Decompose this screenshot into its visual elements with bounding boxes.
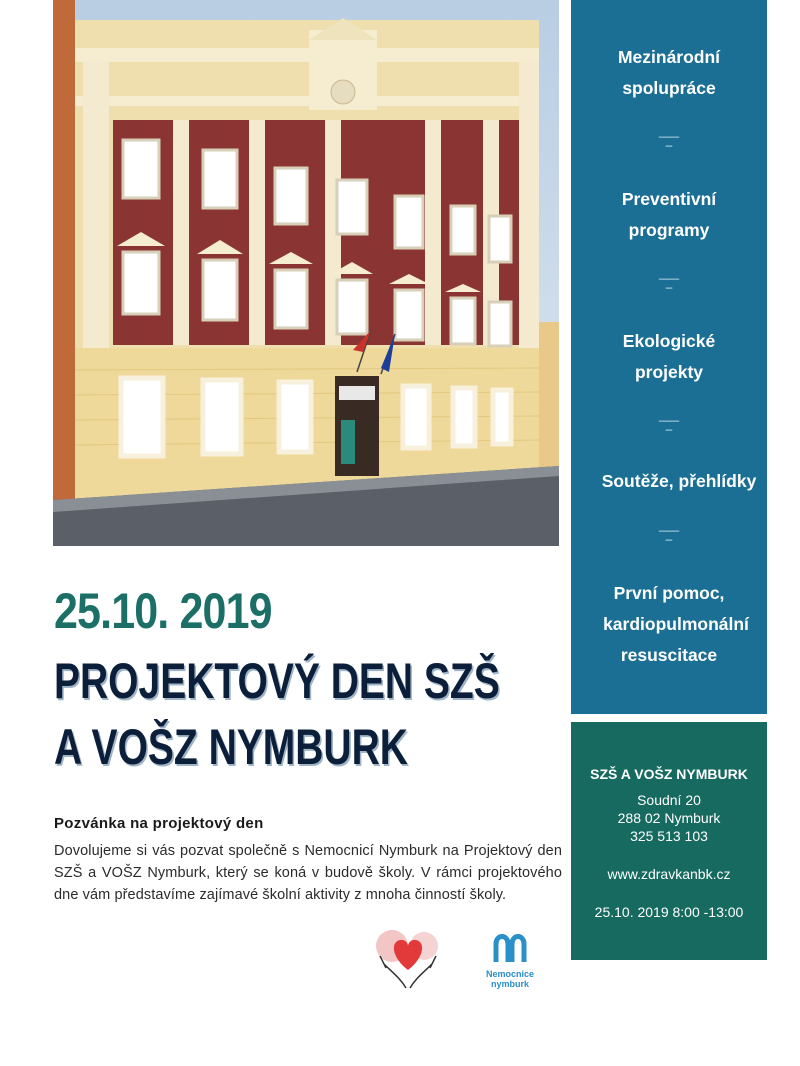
separator-dash: – bbox=[665, 280, 673, 294]
activity-line: spolupráce bbox=[622, 78, 716, 98]
separator bbox=[571, 408, 767, 436]
activity-line: resuscitace bbox=[620, 645, 718, 665]
activity-ecology bbox=[571, 326, 767, 388]
activity-line: programy bbox=[628, 220, 710, 240]
event-title-heading bbox=[54, 648, 522, 780]
event-date-heading: 25.10. 2019 bbox=[54, 583, 272, 639]
contact-web-link[interactable]: www.zdravkanbk.cz bbox=[607, 866, 731, 882]
partner-logo-line2: nymburk bbox=[490, 979, 529, 989]
separator-dash: – bbox=[665, 532, 673, 546]
title-line-1: PROJEKTOVÝ DEN SZŠ bbox=[54, 653, 500, 709]
hearts-hands-logo bbox=[362, 924, 452, 990]
separator-dash: – bbox=[665, 138, 673, 152]
contact-street: Soudní 20 bbox=[637, 792, 701, 808]
contact-event-datetime: 25.10. 2019 8:00 -13:00 bbox=[594, 904, 744, 920]
nemocnice-mark-icon bbox=[490, 930, 530, 964]
separator-line: ___ bbox=[658, 518, 680, 532]
activity-line: Mezinárodní bbox=[617, 47, 721, 67]
activity-line: Ekologické bbox=[622, 331, 716, 351]
activity-line: Preventivní bbox=[621, 189, 717, 209]
invitation-body: Dovolujeme si vás pozvat společně s Nemocnicí Nymburk na Projektový den SZŠ a VOŠZ Nymburk, který se koná v budově školy. V rámci projektového dne vám představíme zajímavé školní aktivity z mnoha činností školy. bbox=[54, 843, 562, 903]
separator bbox=[571, 124, 767, 152]
separator-line: ___ bbox=[658, 408, 680, 422]
invitation-subtitle: Pozvánka na projektový den bbox=[54, 815, 264, 832]
separator-dash: – bbox=[665, 422, 673, 436]
contact-phone: 325 513 103 bbox=[630, 828, 708, 844]
contact-city: 288 02 Nymburk bbox=[617, 810, 721, 826]
activity-line: projekty bbox=[634, 362, 704, 382]
activity-prevention bbox=[571, 184, 767, 246]
activity-line: kardiopulmonální bbox=[603, 614, 749, 634]
activity-first-aid bbox=[571, 578, 767, 671]
separator-line: ___ bbox=[658, 124, 680, 138]
partner-logo-line1: Nemocnice bbox=[485, 969, 535, 979]
school-building-photo bbox=[53, 0, 559, 546]
nemocnice-nymburk-logo bbox=[470, 930, 550, 990]
contact-school-name: SZŠ A VOŠZ NYMBURK bbox=[590, 766, 748, 782]
activity-competitions bbox=[581, 466, 767, 497]
separator-line: ___ bbox=[658, 266, 680, 280]
title-line-2: A VOŠZ NYMBURK bbox=[54, 719, 408, 775]
activity-international bbox=[571, 42, 767, 104]
activities-sidebar bbox=[571, 0, 767, 714]
separator bbox=[571, 266, 767, 294]
separator bbox=[571, 518, 767, 546]
contact-box bbox=[571, 722, 767, 960]
activity-line: První pomoc, bbox=[613, 583, 725, 603]
activity-line: Soutěže, přehlídky bbox=[601, 471, 757, 491]
